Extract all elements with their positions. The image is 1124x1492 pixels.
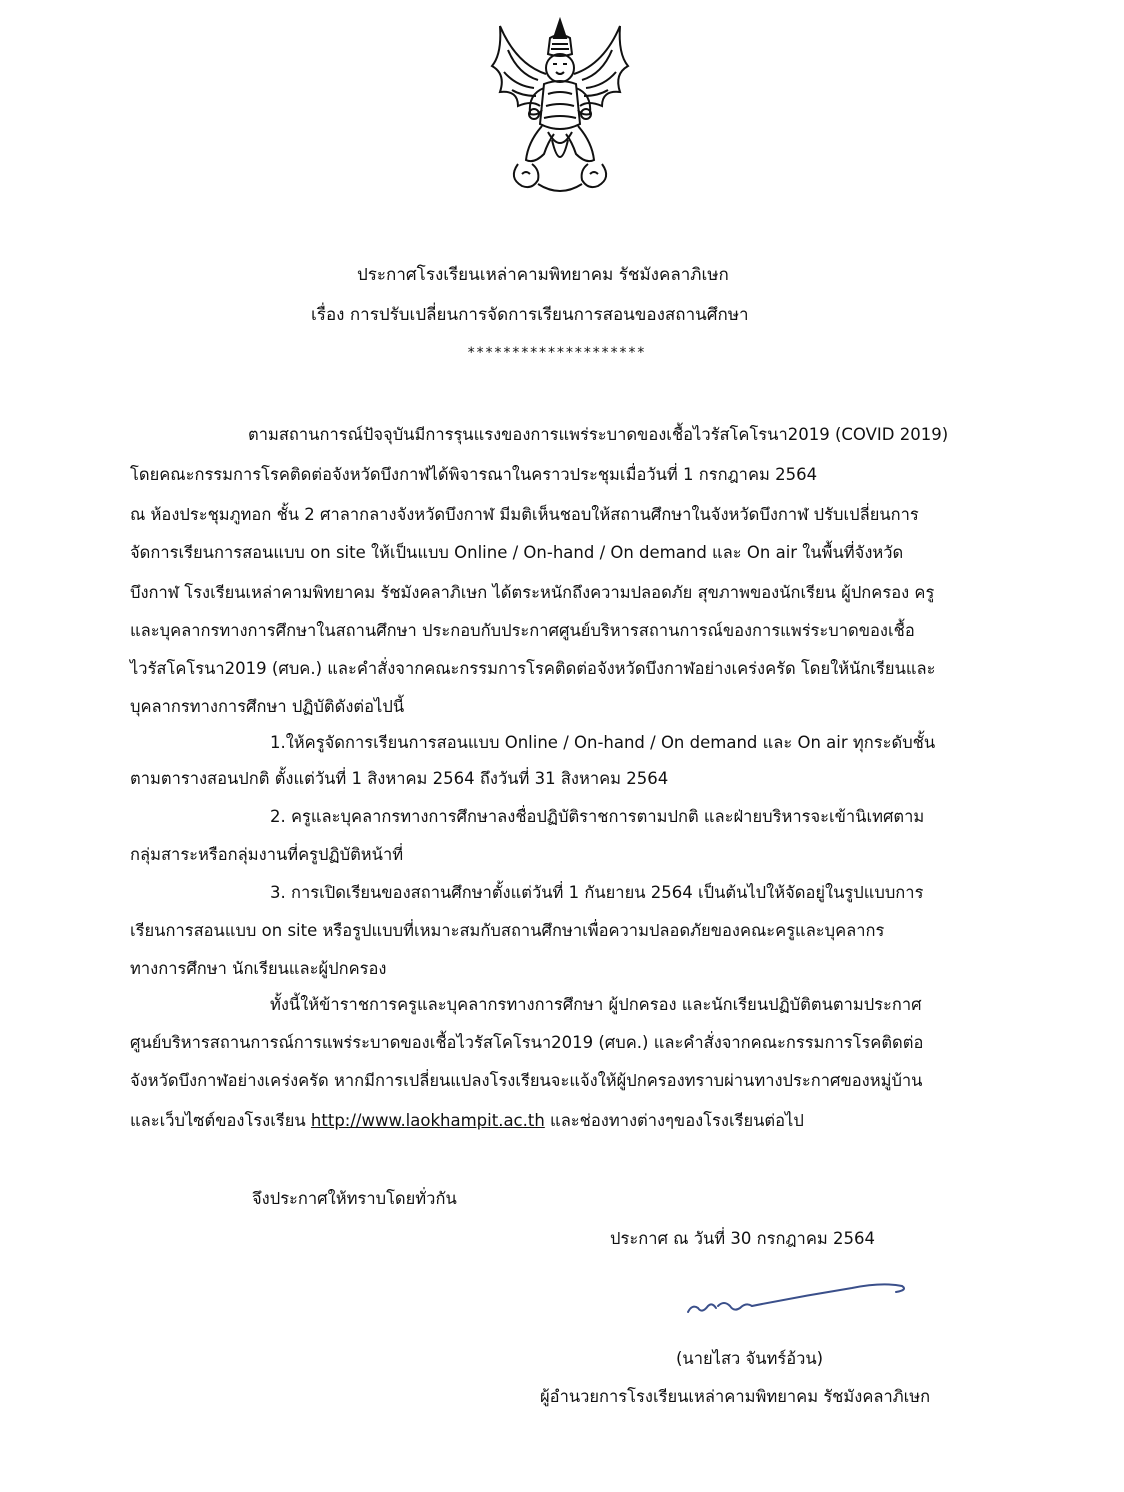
para1-line-6: และบุคลากรทางการศึกษาในสถานศึกษา ประกอบกับประกาศศูนย์บริหารสถานการณ์ของการแพร่ระบาดของเชื้อ bbox=[130, 621, 915, 640]
garuda-emblem-icon bbox=[478, 14, 642, 202]
item3-line-2: เรียนการสอนแบบ on site หรือรูปแบบที่เหมาะสมกับสถานศึกษาเพื่อความปลอดภัยของคณะครูและบุคลากร bbox=[130, 921, 885, 940]
item3-line-3: ทางการศึกษา นักเรียนและผู้ปกครอง bbox=[130, 959, 387, 978]
para1-line-8: บุคลากรทางการศึกษา ปฏิบัติดังต่อไปนี้ bbox=[130, 697, 405, 716]
para1-line-1: ตามสถานการณ์ปัจจุบันมีการรุนแรงของการแพร่ระบาดของเชื้อไวรัสโคโรนา2019 (COVID 2019) bbox=[248, 425, 949, 444]
announcement-date: ประกาศ ณ วันที่ 30 กรกฎาคม 2564 bbox=[610, 1229, 875, 1248]
signer-name: (นายไสว จันทร์อ้วน) bbox=[676, 1349, 824, 1368]
para2-line-4-suffix: และช่องทางต่างๆของโรงเรียนต่อไป bbox=[544, 1111, 804, 1130]
item2-line-2: กลุ่มสาระหรือกลุ่มงานที่ครูปฏิบัติหน้าที่ bbox=[130, 845, 404, 864]
signer-position: ผู้อำนวยการโรงเรียนเหล่าคามพิทยาคม รัชมังคลาภิเษก bbox=[540, 1387, 931, 1406]
para1-line-7: ไวรัสโคโรนา2019 (ศบค.) และคำสั่งจากคณะกรรมการโรคติดต่อจังหวัดบึงกาฬอย่างเคร่งครัด โดยให้นักเรียนและ bbox=[130, 659, 936, 678]
item1-line-2: ตามตารางสอนปกติ ตั้งแต่วันที่ 1 สิงหาคม 2564 ถึงวันที่ 31 สิงหาคม 2564 bbox=[130, 769, 669, 788]
para2-line-4-prefix: และเว็บไซต์ของโรงเรียน bbox=[130, 1111, 311, 1130]
title-separator: ******************** bbox=[467, 345, 646, 361]
para1-line-5: บึงกาฬ โรงเรียนเหล่าคามพิทยาคม รัชมังคลาภิเษก ได้ตระหนักถึงความปลอดภัย สุขภาพของนักเรียน ผู้ปกครอง ครู bbox=[130, 583, 935, 602]
item2-line-1: 2. ครูและบุคลากรทางการศึกษาลงชื่อปฏิบัติราชการตามปกติ และฝ่ายบริหารจะเข้านิเทศตาม bbox=[270, 807, 925, 826]
para2-line-2: ศูนย์บริหารสถานการณ์การแพร่ระบาดของเชื้อไวรัสโคโรนา2019 (ศบค.) และคำสั่งจากคณะกรรมการโรคติดต่อ bbox=[130, 1033, 924, 1052]
para2-line-3: จังหวัดบึงกาฬอย่างเคร่งครัด หากมีการเปลี่ยนแปลงโรงเรียนจะแจ้งให้ผู้ปกครองทราบผ่านทางประกาศของหมู่บ้าน bbox=[130, 1071, 923, 1090]
handwritten-signature-icon bbox=[682, 1276, 914, 1326]
announcement-title: ประกาศโรงเรียนเหล่าคามพิทยาคม รัชมังคลาภิเษก bbox=[357, 265, 729, 285]
para1-line-3: ณ ห้องประชุมภูทอก ชั้น 2 ศาลากลางจังหวัดบึงกาฬ มีมติเห็นชอบให้สถานศึกษาในจังหวัดบึงกาฬ ปรับเปลี่ยนการ bbox=[130, 505, 919, 524]
item1-line-1: 1.ให้ครูจัดการเรียนการสอนแบบ Online / On-hand / On demand และ On air ทุกระดับชั้น bbox=[270, 733, 936, 752]
para1-line-2: โดยคณะกรรมการโรคติดต่อจังหวัดบึงกาฬได้พิจารณาในคราวประชุมเมื่อวันที่ 1 กรกฎาคม 2564 bbox=[130, 465, 818, 484]
para1-line-4: จัดการเรียนการสอนแบบ on site ให้เป็นแบบ Online / On-hand / On demand และ On air ในพื้นที่จังหวัด bbox=[130, 543, 904, 562]
item3-line-1: 3. การเปิดเรียนของสถานศึกษาตั้งแต่วันที่ 1 กันยายน 2564 เป็นต้นไปให้จัดอยู่ในรูปแบบการ bbox=[270, 883, 924, 902]
closing-announcement: จึงประกาศให้ทราบโดยทั่วกัน bbox=[252, 1189, 457, 1208]
announcement-subject: เรื่อง การปรับเปลี่ยนการจัดการเรียนการสอนของสถานศึกษา bbox=[311, 305, 749, 325]
para2-line-4 bbox=[130, 1108, 804, 1134]
school-website-link[interactable]: http://www.laokhampit.ac.th bbox=[310, 1111, 545, 1130]
para2-line-1: ทั้งนี้ให้ข้าราชการครูและบุคลากรทางการศึกษา ผู้ปกครอง และนักเรียนปฏิบัติตนตามประกาศ bbox=[270, 995, 922, 1014]
